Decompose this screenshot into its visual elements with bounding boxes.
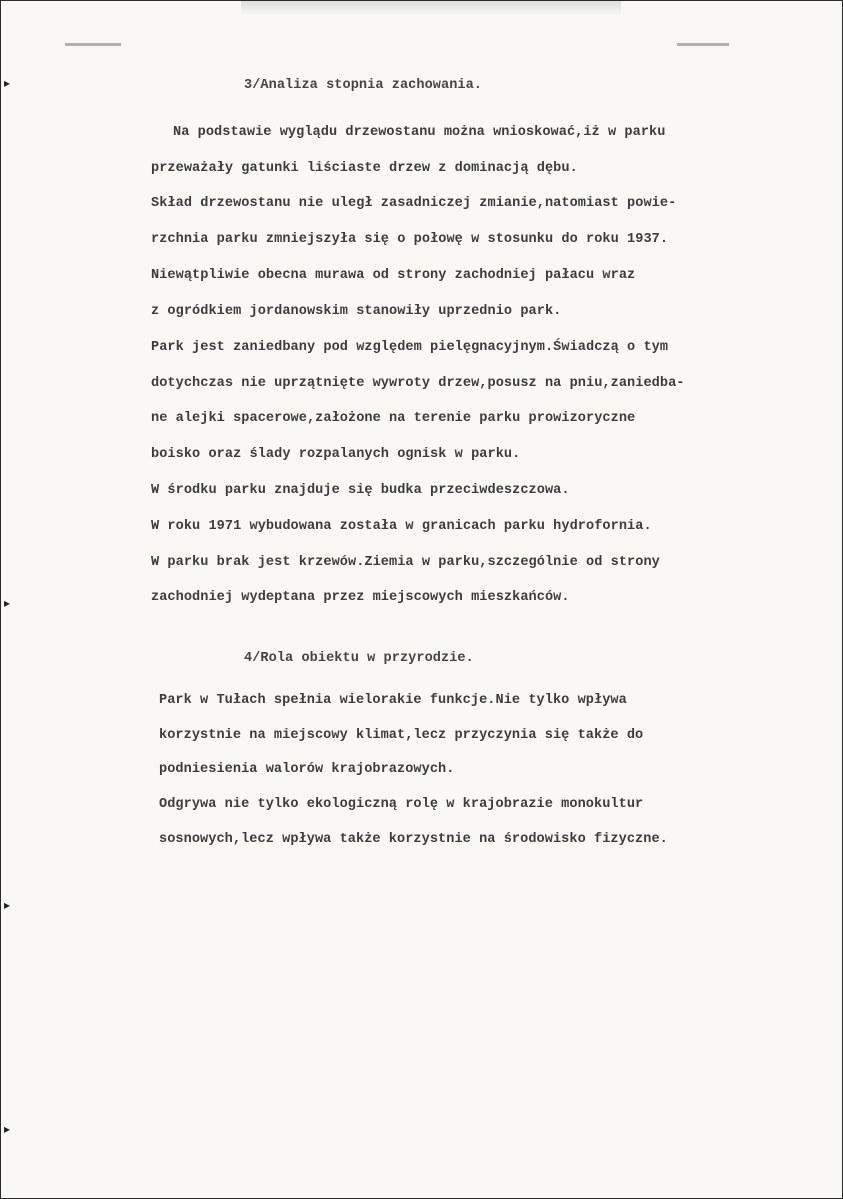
top-right-rule	[677, 43, 729, 46]
section-4-heading: 4/Rola obiektu w przyrodzie.	[244, 651, 474, 666]
hole-punch-mark: ▸	[4, 76, 11, 90]
paragraph-line: zachodniej wydeptana przez miejscowych mieszkańców.	[151, 590, 570, 605]
top-left-rule	[65, 43, 121, 46]
paragraph-line: W parku brak jest krzewów.Ziemia w parku,szczególnie od strony	[151, 555, 660, 570]
paragraph-line: przeważały gatunki liściaste drzew z dominacją dębu.	[151, 161, 578, 176]
hole-punch-mark: ▸	[4, 898, 11, 912]
section-3-heading: 3/Analiza stopnia zachowania.	[244, 78, 483, 93]
paragraph-line: Na podstawie wyglądu drzewostanu można wnioskować,iż w parku	[173, 125, 666, 140]
paragraph-line: Skład drzewostanu nie uległ zasadniczej zmianie,natomiast powie-	[151, 196, 677, 211]
paragraph-line: W środku parku znajduje się budka przeciwdeszczowa.	[151, 483, 570, 498]
paragraph-line: sosnowych,lecz wpływa także korzystnie na środowisko fizyczne.	[159, 832, 668, 847]
show-through-from-previous-page	[241, 1, 621, 15]
hole-punch-mark: ▸	[4, 596, 11, 610]
paragraph-line: z ogródkiem jordanowskim stanowiły uprzednio park.	[151, 304, 562, 319]
paragraph-line: rzchnia parku zmniejszyła się o połowę w stosunku do roku 1937.	[151, 232, 669, 247]
paragraph-line: korzystnie na miejscowy klimat,lecz przyczynia się także do	[159, 728, 644, 743]
hole-punch-mark: ▸	[4, 1122, 11, 1136]
paragraph-line: podniesienia walorów krajobrazowych.	[159, 762, 455, 777]
paragraph-line: Odgrywa nie tylko ekologiczną rolę w krajobrazie monokultur	[159, 797, 644, 812]
paragraph-line: Niewątpliwie obecna murawa od strony zachodniej pałacu wraz	[151, 268, 636, 283]
paragraph-line: boisko oraz ślady rozpalanych ognisk w parku.	[151, 447, 521, 462]
paragraph-line: ne alejki spacerowe,założone na terenie parku prowizoryczne	[151, 411, 636, 426]
paragraph-line: dotychczas nie uprzątnięte wywroty drzew,posusz na pniu,zaniedba-	[151, 376, 685, 391]
paragraph-line: Park jest zaniedbany pod względem pielęgnacyjnym.Świadczą o tym	[151, 340, 669, 355]
paragraph-line: W roku 1971 wybudowana została w granicach parku hydrofornia.	[151, 519, 652, 534]
paragraph-line: Park w Tułach spełnia wielorakie funkcje.Nie tylko wpływa	[159, 693, 627, 708]
